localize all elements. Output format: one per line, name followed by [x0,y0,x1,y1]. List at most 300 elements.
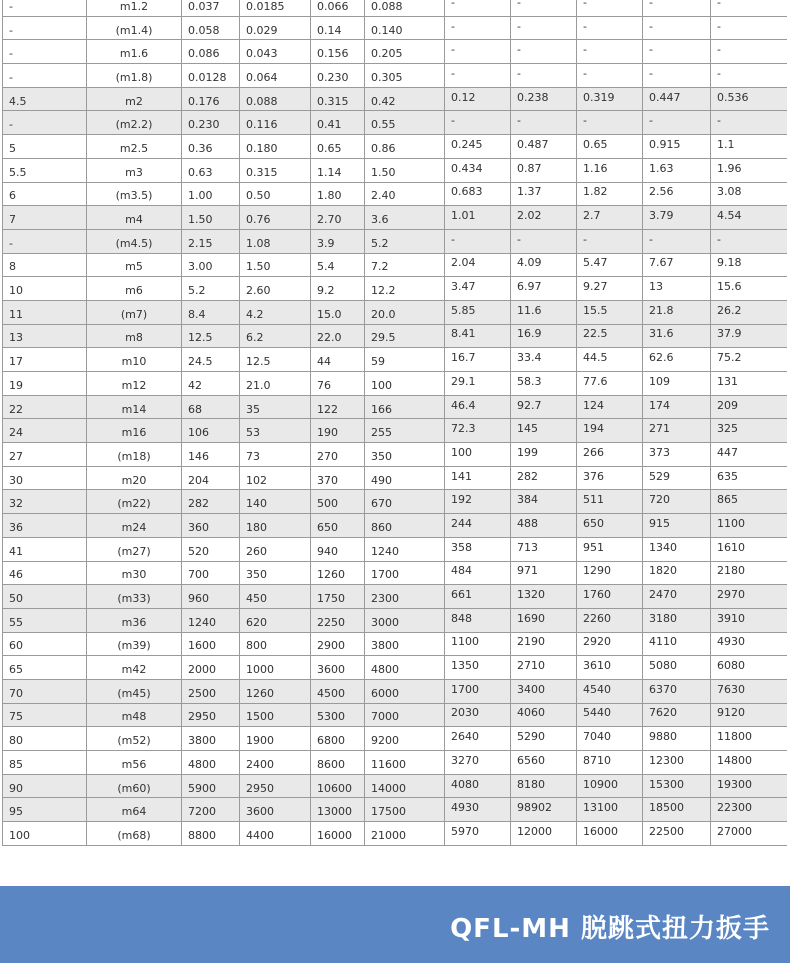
cell-value: 1.14 [317,165,342,179]
cell-value: 1.63 [649,161,674,175]
cell-value: - [583,232,587,246]
table-row [3,40,788,64]
table-cell [511,372,577,396]
cell-value: - [583,19,587,33]
table-cell [711,822,788,846]
cell-value: 5440 [583,706,611,720]
table-cell [182,372,240,396]
cell-value: 0.230 [188,118,220,132]
cell-value: 1290 [583,564,611,578]
table-cell [182,419,240,443]
cell-value: 0.058 [188,23,220,37]
cell-value: 8180 [517,777,545,791]
cell-value: 3.47 [451,280,476,294]
cell-value: 271 [649,422,670,436]
cell-value: 6560 [517,753,545,767]
cell-value: 5290 [517,730,545,744]
table-cell [311,703,365,727]
cell-value: 0.41 [317,118,342,132]
table-row [3,490,788,514]
table-cell [577,419,643,443]
cell-value: 53 [246,426,260,440]
cell-value: 450 [246,592,267,606]
cell-value: 490 [371,473,392,487]
cell-value: - [517,19,521,33]
cell-value: 373 [649,445,670,459]
table-row [3,466,788,490]
cell-value: 2250 [317,615,345,629]
table-cell [445,608,511,632]
table-cell [445,632,511,656]
cell-value: 58.3 [517,374,542,388]
table-cell [240,703,311,727]
table-cell [87,158,182,182]
table-cell [445,561,511,585]
table-cell [365,87,445,111]
cell-value: 2920 [583,635,611,649]
cell-value: 60 [9,639,23,653]
table-cell [182,490,240,514]
cell-value: - [451,19,455,33]
cell-value: 5970 [451,824,479,838]
cell-value: 2.15 [188,236,213,250]
cell-value: 376 [583,469,604,483]
table-cell [87,632,182,656]
table-cell [577,206,643,230]
table-cell [182,798,240,822]
cell-value: 46.4 [451,398,476,412]
table-cell [711,798,788,822]
cell-value: - [583,66,587,80]
cell-value: m48 [121,710,147,724]
cell-value: 971 [517,564,538,578]
table-row [3,822,788,846]
cell-value: 13 [9,331,23,345]
cell-value: 12000 [517,824,552,838]
table-cell [182,561,240,585]
cell-value: 0.434 [451,161,483,175]
table-cell [87,466,182,490]
cell-value: m6 [125,284,143,298]
cell-value: 13100 [583,801,618,815]
cell-value: 1340 [649,540,677,554]
table-row [3,300,788,324]
cell-value: 2400 [246,757,274,771]
table-cell [87,135,182,159]
table-cell [182,0,240,16]
table-cell [87,87,182,111]
cell-value: 30 [9,473,23,487]
cell-value: 0.915 [649,137,681,151]
cell-value: 0.140 [371,23,403,37]
cell-value: 1100 [717,516,745,530]
table-cell [445,727,511,751]
cell-value: 17500 [371,805,406,819]
table-cell [365,300,445,324]
cell-value: (m1.8) [115,70,153,84]
cell-value: 484 [451,564,472,578]
table-row [3,111,788,135]
table-row [3,608,788,632]
table-cell [511,443,577,467]
table-cell [711,419,788,443]
table-cell [511,703,577,727]
table-cell [511,300,577,324]
table-cell [3,372,87,396]
cell-value: 9.18 [717,256,742,270]
table-cell [182,324,240,348]
table-cell [365,372,445,396]
table-cell [240,632,311,656]
table-cell [311,111,365,135]
table-cell [711,348,788,372]
table-cell [182,277,240,301]
cell-value: 529 [649,469,670,483]
table-cell [240,87,311,111]
cell-value: 11 [9,307,23,321]
cell-value: 0.63 [188,165,213,179]
product-title: QFL-MH 脱跳式扭力扳手 [450,914,770,944]
table-row [3,585,788,609]
table-cell [643,774,711,798]
table-cell [3,111,87,135]
table-row [3,324,788,348]
cell-value: 4.5 [9,94,27,108]
table-cell [365,537,445,561]
table-cell [577,798,643,822]
cell-value: 7630 [717,682,745,696]
table-cell [643,111,711,135]
cell-value: 12.2 [371,284,396,298]
table-cell [445,372,511,396]
table-cell [577,348,643,372]
table-cell [240,277,311,301]
table-cell [511,561,577,585]
cell-value: 1240 [371,544,399,558]
table-cell [445,679,511,703]
table-cell [3,585,87,609]
cell-value: 59 [371,355,385,369]
table-cell [711,182,788,206]
cell-value: 22.0 [317,331,342,345]
table-cell [577,253,643,277]
table-cell [445,0,511,16]
table-cell [87,182,182,206]
table-cell [643,679,711,703]
table-cell [240,679,311,703]
table-cell [711,111,788,135]
table-cell [311,135,365,159]
cell-value: 4800 [188,757,216,771]
cell-value: 50 [9,592,23,606]
table-cell [577,111,643,135]
cell-value: 5.47 [583,256,608,270]
table-row [3,16,788,40]
cell-value: 80 [9,734,23,748]
table-row [3,87,788,111]
cell-value: 282 [188,497,209,511]
table-cell [577,64,643,88]
cell-value: 55 [9,615,23,629]
cell-value: m14 [121,402,147,416]
cell-value: 500 [317,497,338,511]
table-cell [182,40,240,64]
cell-value: 209 [717,398,738,412]
table-cell [365,40,445,64]
table-cell [643,348,711,372]
cell-value: 6.97 [517,280,542,294]
cell-value: 2.40 [371,189,396,203]
table-cell [577,466,643,490]
cell-value: 0.55 [371,118,396,132]
cell-value: 255 [371,426,392,440]
cell-value: (m1.4) [115,23,153,37]
table-cell [240,135,311,159]
table-cell [365,395,445,419]
table-cell [311,490,365,514]
table-cell [511,656,577,680]
table-cell [577,324,643,348]
table-row [3,135,788,159]
cell-value: 6000 [371,686,399,700]
cell-value: - [9,0,13,13]
cell-value: 0.14 [317,23,342,37]
table-cell [87,822,182,846]
table-cell [311,561,365,585]
table-cell [577,300,643,324]
table-cell [577,87,643,111]
cell-value: 0.0185 [246,0,285,13]
table-cell [643,253,711,277]
table-row [3,229,788,253]
table-cell [711,300,788,324]
cell-value: 4500 [317,686,345,700]
table-cell [182,656,240,680]
cell-value: 5.5 [9,165,27,179]
table-cell [577,585,643,609]
table-cell [311,229,365,253]
cell-value: 6080 [717,659,745,673]
table-cell [365,679,445,703]
table-row [3,632,788,656]
table-cell [311,443,365,467]
cell-value: 24.5 [188,355,213,369]
cell-value: - [9,118,13,132]
table-cell [511,419,577,443]
cell-value: m20 [121,473,147,487]
table-cell [87,111,182,135]
table-cell [3,324,87,348]
cell-value: 41 [9,544,23,558]
table-cell [511,40,577,64]
cell-value: m1.2 [119,0,149,13]
table-cell [511,229,577,253]
table-cell [711,135,788,159]
table-cell [577,514,643,538]
table-cell [445,40,511,64]
cell-value: m2.5 [119,141,149,155]
table-row [3,277,788,301]
cell-value: (m45) [117,686,151,700]
table-cell [711,158,788,182]
table-cell [577,0,643,16]
table-cell [240,395,311,419]
cell-value: 16000 [317,828,352,842]
table-cell [511,348,577,372]
cell-value: 3910 [717,611,745,625]
table-cell [87,798,182,822]
table-cell [311,206,365,230]
cell-value: 2.02 [517,209,542,223]
cell-value: 2950 [188,710,216,724]
table-cell [711,64,788,88]
cell-value: 27 [9,449,23,463]
table-cell [511,490,577,514]
cell-value: 4540 [583,682,611,696]
table-cell [240,774,311,798]
cell-value: - [517,0,521,9]
table-cell [445,751,511,775]
cell-value: 73 [246,449,260,463]
cell-value: 1500 [246,710,274,724]
cell-value: 6800 [317,734,345,748]
table-cell [577,40,643,64]
table-cell [643,324,711,348]
table-cell [3,135,87,159]
cell-value: 62.6 [649,351,674,365]
cell-value: 17 [9,355,23,369]
cell-value: 3600 [246,805,274,819]
table-cell [3,466,87,490]
cell-value: 1760 [583,588,611,602]
table-cell [577,395,643,419]
table-cell [577,537,643,561]
cell-value: 0.12 [451,90,476,104]
cell-value: (m60) [117,781,151,795]
cell-value: 95 [9,805,23,819]
cell-value: 3.08 [717,185,742,199]
cell-value: 22300 [717,801,752,815]
table-cell [87,608,182,632]
table-cell [643,466,711,490]
table-cell [311,372,365,396]
cell-value: 860 [371,520,392,534]
cell-value: 3180 [649,611,677,625]
table-cell [511,87,577,111]
table-cell [365,822,445,846]
cell-value: 350 [371,449,392,463]
table-cell [643,87,711,111]
cell-value: 520 [188,544,209,558]
cell-value: 7200 [188,805,216,819]
table-cell [711,703,788,727]
table-cell [311,300,365,324]
table-cell [643,514,711,538]
table-cell [365,111,445,135]
cell-value: 5300 [317,710,345,724]
cell-value: 8710 [583,753,611,767]
table-cell [182,679,240,703]
cell-value: 194 [583,422,604,436]
table-cell [3,727,87,751]
table-row [3,348,788,372]
cell-value: - [717,66,721,80]
cell-value: 800 [246,639,267,653]
cell-value: 22.5 [583,327,608,341]
table-cell [365,135,445,159]
table-cell [643,64,711,88]
table-cell [3,656,87,680]
cell-value: 21.8 [649,303,674,317]
table-row [3,372,788,396]
cell-value: 0.36 [188,141,213,155]
table-cell [643,300,711,324]
table-cell [711,656,788,680]
cell-value: 77.6 [583,374,608,388]
cell-value: 960 [188,592,209,606]
table-cell [87,229,182,253]
table-cell [643,206,711,230]
cell-value: 0.230 [317,70,349,84]
cell-value: 9.2 [317,284,335,298]
cell-value: - [649,66,653,80]
table-cell [3,300,87,324]
table-cell [3,277,87,301]
table-cell [511,111,577,135]
cell-value: 140 [246,497,267,511]
cell-value: 2710 [517,659,545,673]
cell-value: 44.5 [583,351,608,365]
cell-value: (m3.5) [115,189,153,203]
cell-value: 0.205 [371,47,403,61]
table-cell [87,727,182,751]
footer-banner [0,886,790,963]
table-cell [511,585,577,609]
cell-value: 865 [717,493,738,507]
cell-value: - [517,232,521,246]
cell-value: 0.156 [317,47,349,61]
table-cell [577,656,643,680]
table-cell [240,300,311,324]
cell-value: 3800 [371,639,399,653]
cell-value: 15.6 [717,280,742,294]
table-cell [240,0,311,16]
table-cell [240,229,311,253]
cell-value: (m22) [117,497,151,511]
table-cell [311,324,365,348]
cell-value: 5.2 [371,236,389,250]
cell-value: 2180 [717,564,745,578]
cell-value: 0.238 [517,90,549,104]
table-cell [182,585,240,609]
cell-value: - [649,0,653,9]
table-cell [3,514,87,538]
cell-value: 70 [9,686,23,700]
table-cell [643,751,711,775]
table-cell [445,111,511,135]
table-cell [511,16,577,40]
table-row [3,751,788,775]
table-cell [3,679,87,703]
table-cell [3,229,87,253]
cell-value: 4110 [649,635,677,649]
spec-table-container [2,0,787,848]
cell-value: - [9,23,13,37]
cell-value: 22500 [649,824,684,838]
table-cell [445,206,511,230]
cell-value: 0.536 [717,90,749,104]
table-cell [643,727,711,751]
